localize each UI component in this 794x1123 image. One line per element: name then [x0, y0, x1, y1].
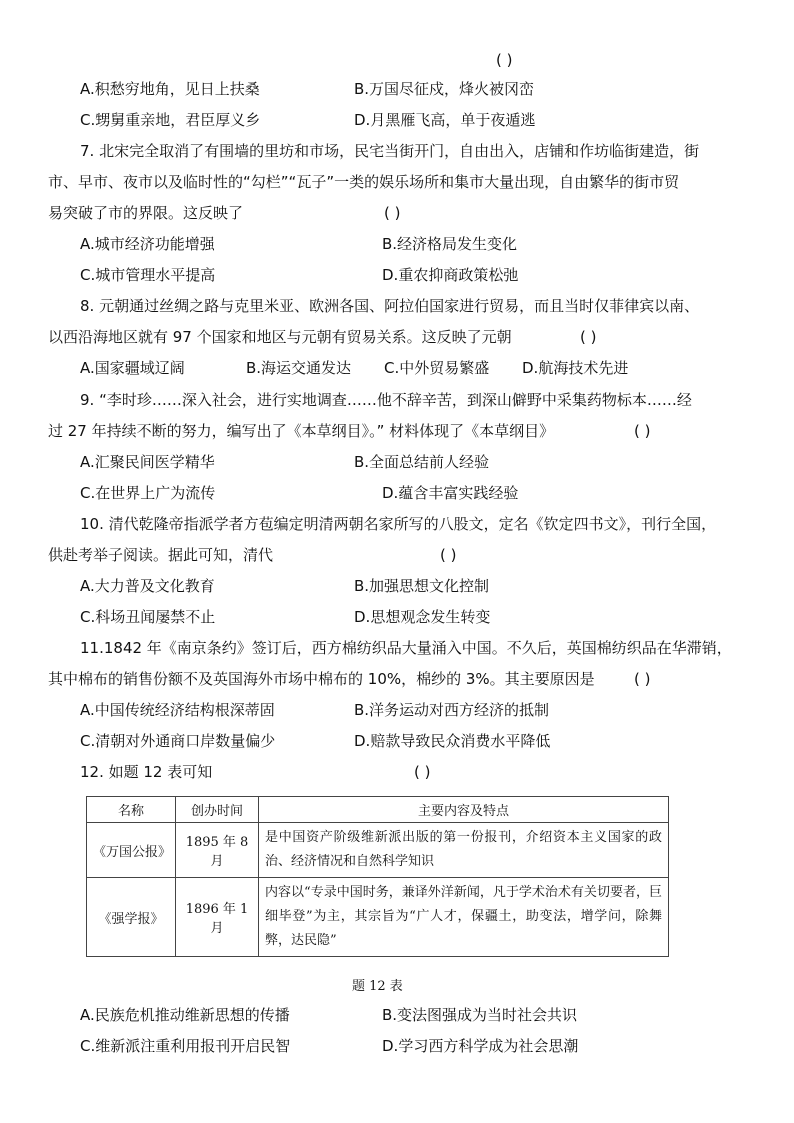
q6-answer-paren: ( ) [496, 51, 513, 69]
q12-option-c: C.维新派注重利用报刊开启民智 [80, 1037, 291, 1055]
q8-option-c: C.中外贸易繁盛 [384, 359, 490, 377]
q6-option-d: D.月黑雁飞高，单于夜遁逃 [354, 111, 536, 129]
q12-header-name: 名称 [87, 797, 176, 823]
q10-stem-line-1: 10. 清代乾隆帝指派学者方苞编定明清两朝名家所写的八股文，定名《钦定四书文》，刊行全国， [80, 515, 717, 533]
q9-stem-line-2: 过 27 年持续不断的努力，编写出了《本草纲目》。” 材料体现了《本草纲目》 [48, 422, 555, 440]
q11-option-a: A.中国传统经济结构根深蒂固 [80, 701, 275, 719]
q7-option-b: B.经济格局发生变化 [382, 235, 518, 253]
q7-option-d: D.重农抑商政策松弛 [382, 266, 519, 284]
q12-row2-time: 1896 年 1 月 [176, 878, 259, 957]
q12-table-header-row [87, 797, 669, 823]
q8-stem-line-1: 8. 元朝通过丝绸之路与克里米亚、欧洲各国、阿拉伯国家进行贸易，而且当时仅菲律宾以南、 [80, 297, 700, 315]
table-row [87, 878, 669, 957]
q7-option-a: A.城市经济功能增强 [80, 235, 215, 253]
q12-table-caption: 题 12 表 [352, 979, 403, 994]
q11-stem-line-2: 其中棉布的销售份额不及英国海外市场中棉布的 10%，棉纱的 3%。其主要原因是 [48, 670, 595, 688]
q12-row1-name: 《万国公报》 [87, 823, 176, 878]
q7-stem-line-2: 市、早市、夜市以及临时性的“勾栏”“瓦子”一类的娱乐场所和集市大量出现，自由繁华的街市贸 [48, 173, 680, 191]
q12-header-desc: 主要内容及特点 [259, 797, 669, 823]
q11-answer-paren: ( ) [634, 670, 651, 688]
q10-option-c: C.科场丑闻屡禁不止 [80, 608, 216, 626]
q12-option-b: B.变法图强成为当时社会共识 [382, 1006, 578, 1024]
q12-row1-desc: 是中国资产阶级维新派出版的第一份报刊，介绍资本主义国家的政治、经济情况和自然科学知识 [259, 823, 669, 878]
table-row [87, 823, 669, 878]
q11-option-d: D.赔款导致民众消费水平降低 [354, 732, 551, 750]
q10-option-b: B.加强思想文化控制 [354, 577, 490, 595]
q10-answer-paren: ( ) [440, 546, 457, 564]
q12-row2-desc: 内容以“专录中国时务，兼译外洋新闻，凡于学术治术有关切要者，巨细毕登”为主，其宗旨为“广人才，保疆土，助变法，增学问，除舞弊，达民隐” [259, 878, 669, 957]
q11-option-c: C.清朝对外通商口岸数量偏少 [80, 732, 276, 750]
q12-answer-paren: ( ) [414, 763, 431, 781]
q9-option-b: B.全面总结前人经验 [354, 453, 490, 471]
q10-stem-line-2: 供赴考举子阅读。据此可知，清代 [48, 546, 274, 564]
q8-option-d: D.航海技术先进 [522, 359, 629, 377]
q8-stem-line-2: 以西沿海地区就有 97 个国家和地区与元朝有贸易关系。这反映了元朝 [48, 328, 512, 346]
q12-table [86, 796, 669, 957]
q12-option-a: A.民族危机推动维新思想的传播 [80, 1006, 290, 1024]
q12-row1-time: 1895 年 8 月 [176, 823, 259, 878]
q12-header-time: 创办时间 [176, 797, 259, 823]
q12-stem-line: 12. 如题 12 表可知 [80, 763, 213, 781]
q8-option-a: A.国家疆域辽阔 [80, 359, 185, 377]
q7-stem-line-1: 7. 北宋完全取消了有围墙的里坊和市场，民宅当街开门，自由出入，店铺和作坊临街建造，街 [80, 142, 700, 160]
q7-stem-line-3: 易突破了市的界限。这反映了 [48, 204, 244, 222]
q10-option-a: A.大力普及文化教育 [80, 577, 215, 595]
q6-option-a: A.积愁穷地角，见日上扶桑 [80, 80, 260, 98]
q9-stem-line-1: 9. “李时珍……深入社会，进行实地调查……他不辞辛苦，到深山僻野中采集药物标本……经 [80, 391, 692, 409]
q10-option-d: D.思想观念发生转变 [354, 608, 491, 626]
q11-stem-line-1: 11.1842 年《南京条约》签订后，西方棉纺织品大量涌入中国。不久后，英国棉纺织品在华滞销， [80, 639, 732, 657]
q12-option-d: D.学习西方科学成为社会思潮 [382, 1037, 579, 1055]
q11-option-b: B.洋务运动对西方经济的抵制 [354, 701, 550, 719]
q7-answer-paren: ( ) [384, 204, 401, 222]
q6-option-b: B.万国尽征戍，烽火被冈峦 [354, 80, 535, 98]
q9-option-a: A.汇聚民间医学精华 [80, 453, 215, 471]
q8-answer-paren: ( ) [580, 328, 597, 346]
q9-option-c: C.在世界上广为流传 [80, 484, 216, 502]
q8-option-b: B.海运交通发达 [246, 359, 352, 377]
q6-option-c: C.甥舅重亲地，君臣厚义乡 [80, 111, 261, 129]
q9-option-d: D.蕴含丰富实践经验 [382, 484, 519, 502]
q7-option-c: C.城市管理水平提高 [80, 266, 216, 284]
q9-answer-paren: ( ) [634, 422, 651, 440]
q12-row2-name: 《强学报》 [87, 878, 176, 957]
